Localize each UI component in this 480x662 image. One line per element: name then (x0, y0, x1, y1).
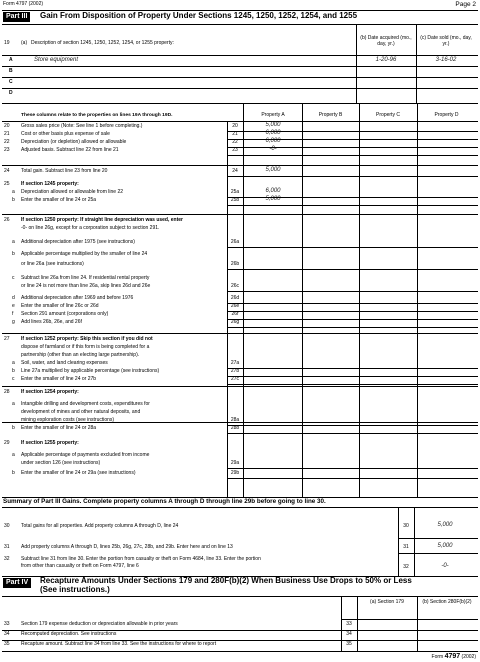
line-30-lineno: 30 (403, 523, 409, 529)
date-sold-value[interactable]: 3-16-02 (435, 57, 457, 63)
line-box-number: 20 (232, 123, 238, 129)
property-a-header: Property A (261, 112, 285, 118)
line-box-number: 26b (230, 261, 240, 267)
line-34-number: 34 (4, 631, 10, 637)
line-box-number: 25b (230, 197, 240, 203)
line-box-number: 26g (230, 319, 240, 325)
line-description: dispose of farmland or if this form is being completed for a (21, 344, 150, 350)
line-31-number: 31 (4, 544, 10, 550)
line-31-text: Add property columns A through D, lines 25b, 26g, 27c, 28b, and 29b. Enter here and on line 13 (21, 544, 233, 550)
line-sub-letter: f (12, 311, 14, 317)
grid-rule (243, 103, 244, 497)
line-32-text-cont: from other than casualty or theft on Form 4797, line 6 (21, 563, 139, 569)
line-32-value[interactable]: -0- (441, 563, 449, 569)
line-19-text: Description of section 1245, 1250, 1252, 1254, or 1255 property: (31, 40, 174, 46)
line-box-number: 24 (232, 168, 238, 174)
line-sub-letter: d (12, 295, 15, 301)
line-description: under section 126 (see instructions) (21, 460, 101, 466)
line-box-number: 25a (230, 189, 240, 195)
line-number: 20 (4, 123, 10, 129)
line-number: 25 (4, 181, 10, 187)
line-number: 24 (4, 168, 10, 174)
row-rule (2, 77, 478, 78)
line-description: Enter the smaller of line 24 or 28a (21, 425, 97, 431)
property-letter: D (9, 90, 13, 96)
line-description: -0- on line 26g, except for a corporation subject to section 291. (21, 225, 160, 231)
line-31-lineno: 31 (403, 544, 409, 550)
row-rule (227, 269, 478, 270)
footer-form-label (432, 653, 476, 661)
line-35-lineno: 35 (346, 641, 352, 647)
property-a-value[interactable]: 5,000 (265, 196, 281, 202)
line-box-number: 26a (230, 239, 240, 245)
row-rule (2, 66, 478, 67)
section-rule (2, 333, 478, 334)
line-32-text: Subtract line 31 from line 30. Enter the portion from casualty or theft on Form 4684, line 33. Enter the portion (21, 556, 261, 562)
row-rule (227, 384, 478, 385)
line-box-number: 26f (231, 311, 239, 317)
property-letter: B (9, 68, 13, 74)
date-acquired-header: (b) Date acquired (mo., day, yr.) (360, 35, 412, 47)
row-rule (227, 368, 478, 369)
line-description: Depreciation allowed or allowable from line 22 (21, 189, 123, 195)
form-label: Form 4797 (2002) (3, 1, 44, 7)
row-rule (227, 311, 478, 312)
property-b-header: Property B (318, 112, 343, 118)
line-description: Additional depreciation after 1975 (see instructions) (21, 239, 135, 245)
line-34-text: Recomputed depreciation. See instructions (21, 631, 117, 637)
property-a-value[interactable]: 5,000 (265, 167, 281, 173)
line-box-number: 26e (230, 303, 240, 309)
row-rule (227, 197, 478, 198)
line-32-lineno: 32 (403, 564, 409, 570)
line-box-number: 28a (230, 417, 240, 423)
row-rule (227, 478, 478, 479)
line-description: Adjusted basis. Subtract line 22 from line 21 (21, 147, 119, 153)
part4-grid-rule (357, 596, 358, 652)
row-rule (227, 131, 478, 132)
columns-caption: These columns relate to the properties on lines 19A through 19D. (21, 113, 173, 118)
row-rule (227, 319, 478, 320)
line-sub-letter: b (12, 368, 15, 374)
row-rule (398, 538, 478, 539)
line-box-number: 28b (230, 425, 240, 431)
line-box-number: 26c (230, 283, 240, 289)
line-33-number: 33 (4, 621, 10, 627)
date-sold-header: (c) Date sold (mo., day, yr.) (420, 35, 472, 47)
line-30-text: Total gains for all properties. Add property columns A through D, line 24 (21, 523, 179, 529)
row-rule (227, 247, 478, 248)
line-description: Intangible drilling and development costs, expenditures for (21, 401, 150, 407)
line-description: Total gain. Subtract line 23 from line 20 (21, 168, 108, 174)
line-description: mining exploration costs (see instructions) (21, 417, 115, 423)
line-description: Line 27a multiplied by applicable percentage (see instructions) (21, 368, 160, 374)
line-description: Enter the smaller of line 26c or 26d (21, 303, 99, 309)
part4-badge: Part IV (3, 578, 31, 588)
line-sub-letter: a (12, 360, 15, 366)
line-sub-letter: b (12, 425, 15, 431)
line-number: 23 (4, 147, 10, 153)
property-a-value[interactable]: 6,000 (265, 188, 281, 194)
line-31-value[interactable]: 5,000 (437, 543, 453, 549)
footer-rule (2, 651, 478, 652)
row-rule (2, 103, 478, 104)
section-179-header: (a) Section 179 (370, 599, 404, 605)
section-rule (2, 165, 478, 166)
property-a-value[interactable]: 6,000 (265, 138, 281, 144)
line-number: 21 (4, 131, 10, 137)
part4-rule (2, 596, 478, 597)
property-description[interactable]: Store equipment (34, 57, 79, 63)
section-rule (2, 422, 478, 423)
part3-title-rule (2, 24, 478, 25)
line-number: 27 (4, 336, 10, 342)
line-box-number: 21 (232, 131, 238, 137)
line-30-value[interactable]: 5,000 (437, 522, 453, 528)
line-sub-letter: a (12, 452, 15, 458)
line-description: Applicable percentage multiplied by the smaller of line 24 (21, 251, 148, 257)
section-rule (2, 214, 478, 215)
line-description: If section 1250 property: If straight line depreciation was used, enter (21, 217, 183, 223)
line-number: 28 (4, 389, 10, 395)
property-letter: C (9, 79, 13, 85)
summary-rule (2, 507, 478, 508)
line-sub-letter: c (12, 275, 15, 281)
line-30-number: 30 (4, 523, 10, 529)
line-sub-letter: a (12, 239, 15, 245)
line-35-number: 35 (4, 641, 10, 647)
line-box-number: 23 (232, 147, 238, 153)
property-a-value[interactable]: -0- (269, 146, 277, 152)
section-280f-header: (b) Section 280F(b)(2) (422, 599, 472, 605)
line-32-number: 32 (4, 556, 10, 562)
line-box-number: 27c (230, 376, 240, 382)
line-description: Enter the smaller of line 24 or 25a (21, 197, 97, 203)
line-description: development of mines and other natural deposits, and (21, 409, 141, 415)
line-34-lineno: 34 (346, 631, 352, 637)
line-description: Gross sales price (Note: See line 1 before completing.) (21, 123, 143, 129)
part4-grid-rule (417, 596, 418, 652)
part3-title: Gain From Disposition of Property Under Sections 1245, 1250, 1252, 1254, and 1255 (40, 11, 358, 20)
line-description: If section 1254 property: (21, 389, 79, 395)
row-rule (2, 88, 478, 89)
line-description: Additional depreciation after 1969 and before 1976 (21, 295, 134, 301)
line-19-number: 19 (4, 40, 10, 46)
line-sub-letter: a (12, 401, 15, 407)
line-description: If section 1245 property: (21, 181, 79, 187)
line-description: Depreciation (or depletion) allowed or allowable (21, 139, 127, 145)
header-rule (2, 121, 478, 122)
line-description: Cost or other basis plus expense of sale (21, 131, 110, 137)
line-description: or line 24 is not more than line 26a, skip lines 26d and 26e (21, 283, 151, 289)
row-rule (341, 619, 478, 620)
line-sub-letter: a (12, 189, 15, 195)
line-description: Applicable percentage of payments excluded from income (21, 452, 150, 458)
row-rule (227, 303, 478, 304)
part4-title-cont: (See instructions.) (40, 585, 110, 594)
property-a-value[interactable]: 6,000 (265, 130, 281, 136)
line-box-number: 26d (230, 295, 240, 301)
line-19-sub: (a) (21, 40, 28, 46)
row-rule (227, 176, 478, 177)
page-label: Page 2 (455, 1, 476, 8)
line-description: If section 1255 property: (21, 440, 79, 446)
line-description: Enter the smaller of line 24 or 29a (see instructions) (21, 470, 136, 476)
line-number: 22 (4, 139, 10, 145)
line-number: 26 (4, 217, 10, 223)
row-rule (227, 376, 478, 377)
line-33-text: Section 179 expense deduction or depreciation allowable in prior years (21, 621, 178, 627)
line-description: Soil, water, and land clearing expenses (21, 360, 108, 366)
date-acquired-value[interactable]: 1-20-96 (375, 57, 397, 63)
line-number: 29 (4, 440, 10, 446)
part3-badge: Part III (3, 12, 30, 22)
row-rule (227, 425, 478, 426)
summary-title: Summary of Part III Gains. Complete property columns A through D through line 29b before going to line 30. (3, 498, 326, 505)
row-rule (227, 139, 478, 140)
property-letter: A (9, 57, 13, 63)
property-a-value[interactable]: 5,000 (265, 122, 281, 128)
line-sub-letter: c (12, 376, 15, 382)
footer-form-word: Form (431, 654, 444, 660)
grid-rule (417, 103, 418, 497)
line-description: partnership (other than an electing large partnership). (21, 352, 140, 358)
grid-rule (302, 103, 303, 497)
row-rule (398, 553, 478, 554)
line-sub-letter: b (12, 197, 15, 203)
line-sub-letter: g (12, 319, 15, 325)
line-description: If section 1252 property: Skip this section if you did not (21, 336, 153, 342)
line-box-number: 29b (230, 470, 240, 476)
property-d-header: Property D (434, 112, 459, 118)
line-sub-letter: b (12, 470, 15, 476)
line-description: Section 291 amount (corporations only) (21, 311, 109, 317)
line-sub-letter: e (12, 303, 15, 309)
row-rule (227, 147, 478, 148)
row-rule (227, 327, 478, 328)
line-box-number: 22 (232, 139, 238, 145)
footer-form-number: 4797 (444, 653, 461, 660)
property-c-header: Property C (376, 112, 400, 118)
summary-grid-rule (414, 507, 415, 576)
row-rule (2, 55, 478, 56)
line-33-lineno: 33 (346, 621, 352, 627)
line-box-number: 29a (230, 460, 240, 466)
row-rule (227, 291, 478, 292)
row-rule (227, 155, 478, 156)
line-description: Subtract line 26a from line 24. If residential rental property (21, 275, 150, 281)
grid-rule (359, 103, 360, 497)
line-35-text: Recapture amount. Subtract line 34 from line 33. See the instructions for where to report (21, 641, 217, 647)
line-description: Enter the smaller of line 24 or 27b (21, 376, 97, 382)
line-description: or line 26a (see instructions) (21, 261, 84, 267)
section-rule (2, 386, 478, 387)
row-rule (227, 205, 478, 206)
row-rule (227, 433, 478, 434)
line-sub-letter: b (12, 251, 15, 257)
line-box-number: 27a (230, 360, 240, 366)
part4-title: Recapture Amounts Under Sections 179 and 280F(b)(2) When Business Use Drops to 50% or Less (40, 576, 412, 585)
line-box-number: 27b (230, 368, 240, 374)
line-description: Add lines 26b, 26e, and 26f (21, 319, 82, 325)
row-rule (227, 468, 478, 469)
footer-form-year: (2002) (461, 654, 476, 660)
